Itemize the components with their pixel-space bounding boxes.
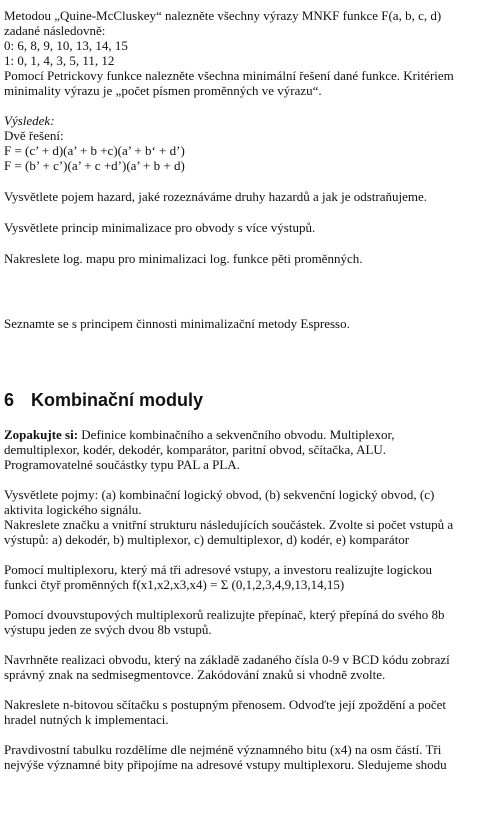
explain-line: Vysvětlete pojmy: (a) kombinační logický obvod, (b) sekvenční logický obvod, (c) [4, 487, 435, 502]
draw-line: výstupů: a) dekodér, b) multiplexor, c) demultiplexor, d) kodér, e) komparátor [4, 532, 410, 547]
review-text: Definice kombinačního a sekvenčního obvodu. Multiplexor, [78, 427, 395, 442]
petrick-line: Pomocí Petrickovy funkce nalezněte všechna minimální řešení dané funkce. Kritériem [4, 68, 454, 83]
review-text: Programovatelné součástky typu PAL a PLA. [4, 457, 240, 472]
question-karnaugh-map: Nakreslete log. mapu pro minimalizaci log. funkce pěti proměnných. [4, 251, 363, 266]
bcd-line: správný znak na sedmisegmentovce. Zakódování znaků si vhodně zvolte. [4, 667, 386, 682]
truth-line: Pravdivostní tabulku rozdělíme dle nejméně významného bitu (x4) na osm částí. Tři [4, 742, 442, 757]
explain-line: aktivita logického signálu. [4, 502, 142, 517]
task-ones: 1: 0, 1, 4, 3, 5, 11, 12 [4, 53, 115, 68]
task-line: zadané následovně: [4, 23, 106, 38]
mux-line: funkci čtyř proměnných f(x1,x2,x3,x4) = Σ (0,1,2,3,4,9,13,14,15) [4, 577, 345, 592]
solution-2: F = (b’ + c’)(a’ + c +d’)(a’ + b + d) [4, 158, 185, 173]
bcd-paragraph [4, 652, 494, 682]
bcd-line: Navrhněte realizaci obvodu, který na základě zadaného čísla 0-9 v BCD kódu zobrazí [4, 652, 450, 667]
review-paragraph [4, 427, 494, 472]
qmc-task [4, 8, 494, 98]
petrick-line: minimality výrazu je „počet písmen proměnných ve výrazu“. [4, 83, 322, 98]
mux-line: Pomocí multiplexoru, který má tři adresové vstupy, a investoru realizujte logickou [4, 562, 433, 577]
task-zeros: 0: 6, 8, 9, 10, 13, 14, 15 [4, 38, 128, 53]
question-espresso: Seznamte se s principem činnosti minimalizační metody Espresso. [4, 316, 350, 331]
adder-paragraph [4, 697, 494, 727]
section-number: 6 [4, 390, 15, 410]
mux-paragraph [4, 562, 494, 592]
result-count: Dvě řešení: [4, 128, 64, 143]
explain-paragraph [4, 487, 494, 547]
section-heading [4, 389, 494, 411]
task-line: Metodou „Quine-McCluskey“ nalezněte všechny výrazy MNKF funkce F(a, b, c, d) [4, 8, 442, 23]
result-label: Výsledek: [4, 113, 55, 128]
review-text: demultiplexor, kodér, dekodér, komparátor, paritní obvod, sčítačka, ALU. [4, 442, 387, 457]
question-multi-output: Vysvětlete princip minimalizace pro obvody s více výstupů. [4, 220, 316, 235]
switch-paragraph [4, 607, 494, 637]
adder-line: Nakreslete n-bitovou sčítačku s postupným přenosem. Odvoďte její zpoždění a počet [4, 697, 446, 712]
result-block [4, 113, 494, 173]
truth-line: nejvýše významné bity připojíme na adresové vstupy multiplexoru. Sledujeme shodu [4, 757, 447, 772]
review-label: Zopakujte si: [4, 427, 79, 442]
question-hazard: Vysvětlete pojem hazard, jaké rozeznáváme druhy hazardů a jak je odstraňujeme. [4, 189, 428, 204]
section-title: Kombinační moduly [31, 390, 204, 410]
draw-line: Nakreslete značku a vnitřní strukturu následujících součástek. Zvolte si počet vstupů a [4, 517, 454, 532]
truth-table-paragraph [4, 742, 494, 772]
switch-line: výstupu jeden ze svých dvou 8b vstupů. [4, 622, 212, 637]
switch-line: Pomocí dvouvstupových multiplexorů realizujte přepínač, který přepíná do svého 8b [4, 607, 445, 622]
adder-line: hradel nutných k implementaci. [4, 712, 169, 727]
solution-1: F = (c’ + d)(a’ + b +c)(a’ + b‘ + d’) [4, 143, 185, 158]
